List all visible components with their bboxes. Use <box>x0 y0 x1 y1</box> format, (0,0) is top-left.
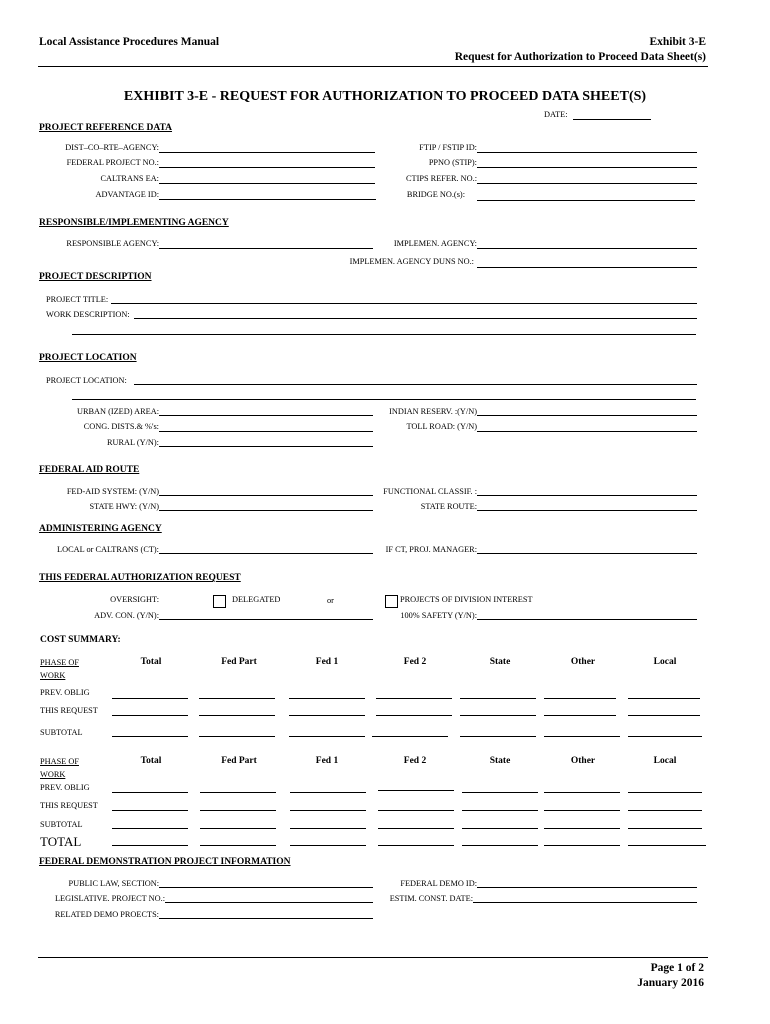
duns-field[interactable] <box>477 267 697 268</box>
implemen-field[interactable] <box>477 248 697 249</box>
col-total-2: Total <box>140 756 162 766</box>
project-title-field[interactable] <box>111 303 697 304</box>
t2-total-fedpart[interactable] <box>200 845 276 846</box>
state-route-field[interactable] <box>477 510 697 511</box>
t1-req-other[interactable] <box>544 715 616 716</box>
col-fed-part-2: Fed Part <box>221 756 257 766</box>
toll-field[interactable] <box>477 431 697 432</box>
t1-prev-fed2[interactable] <box>376 698 452 699</box>
functional-field[interactable] <box>477 495 697 496</box>
related-demo-label: RELATED DEMO PROECTS: <box>54 910 159 919</box>
project-location-field[interactable] <box>134 384 697 385</box>
t2-req-total[interactable] <box>112 810 188 811</box>
t1-prev-fed1[interactable] <box>289 698 365 699</box>
public-law-label: PUBLIC LAW, SECTION: <box>68 879 159 888</box>
t1-prev-other[interactable] <box>544 698 616 699</box>
total-label: TOTAL <box>40 834 82 849</box>
t2-prev-fed1[interactable] <box>290 792 366 793</box>
col-fed-1-2: Fed 1 <box>315 756 339 766</box>
t2-req-fedpart[interactable] <box>200 810 276 811</box>
date-field[interactable] <box>573 119 651 120</box>
related-demo-field[interactable] <box>159 918 373 919</box>
header-subtitle: Request for Authorization to Proceed Data Sheet(s) <box>454 51 706 63</box>
ftip-field[interactable] <box>477 152 697 153</box>
t1-sub-fed2[interactable] <box>372 736 448 737</box>
cong-label: CONG. DISTS.& %'s: <box>83 422 159 431</box>
state-hwy-field[interactable] <box>159 510 373 511</box>
t1-sub-total[interactable] <box>112 736 188 737</box>
phase-of-label: PHASE OF <box>40 658 79 667</box>
t2-sub-local[interactable] <box>628 828 702 829</box>
t2-total-fed1[interactable] <box>290 845 366 846</box>
col-fed-1: Fed 1 <box>315 657 339 667</box>
fed-project-label: FEDERAL PROJECT NO.: <box>66 158 159 167</box>
oversight-label: OVERSIGHT: <box>110 595 159 604</box>
this-request-label-2: THIS REQUEST <box>40 801 98 810</box>
t2-total-total[interactable] <box>112 845 188 846</box>
fed-aid-field[interactable] <box>159 495 373 496</box>
project-location-heading: PROJECT LOCATION <box>39 353 137 363</box>
advantage-field[interactable] <box>159 199 376 200</box>
footer-date: January 2016 <box>637 977 704 989</box>
t2-sub-total[interactable] <box>112 828 188 829</box>
responsible-agency-heading: RESPONSIBLE/IMPLEMENTING AGENCY <box>39 218 229 228</box>
toll-label: TOLL ROAD: (Y/N) <box>406 422 477 431</box>
this-request-label: THIS REQUEST <box>40 706 98 715</box>
or-label: or <box>327 596 334 605</box>
prev-oblig-label: PREV. OBLIG <box>40 688 90 697</box>
safety-field[interactable] <box>477 619 697 620</box>
manager-field[interactable] <box>477 553 697 554</box>
project-title-label: PROJECT TITLE: <box>46 295 109 304</box>
col-fed-part: Fed Part <box>221 657 257 667</box>
project-description-heading: PROJECT DESCRIPTION <box>39 272 152 282</box>
fed-demo-field[interactable] <box>477 887 697 888</box>
estim-field[interactable] <box>473 902 697 903</box>
col-local-2: Local <box>653 756 677 766</box>
work-label: WORK <box>40 671 66 680</box>
t1-sub-local[interactable] <box>628 736 702 737</box>
col-other-2: Other <box>570 756 596 766</box>
adv-con-field[interactable] <box>159 619 373 620</box>
responsible-label: RESPONSIBLE AGENCY: <box>66 239 159 248</box>
t2-total-other[interactable] <box>544 845 620 846</box>
delegated-checkbox[interactable] <box>213 595 226 608</box>
t1-req-fed2[interactable] <box>376 715 452 716</box>
t2-sub-fed2[interactable] <box>378 828 454 829</box>
project-reference-heading: PROJECT REFERENCE DATA <box>39 123 173 133</box>
functional-label: FUNCTIONAL CLASSIF. : <box>383 487 477 496</box>
dist-field[interactable] <box>159 152 375 153</box>
t2-sub-fed1[interactable] <box>290 828 366 829</box>
ctips-label: CTIPS REFER. NO.: <box>406 174 477 183</box>
page-number: Page 1 of 2 <box>650 962 704 974</box>
fed-aid-label: FED-AID SYSTEM: (Y/N) <box>66 487 159 496</box>
t1-prev-total[interactable] <box>112 698 188 699</box>
t1-req-total[interactable] <box>112 715 188 716</box>
t2-req-local[interactable] <box>628 810 702 811</box>
caltrans-ea-label: CALTRANS EA: <box>100 174 159 183</box>
indian-field[interactable] <box>477 415 697 416</box>
manual-title: Local Assistance Procedures Manual <box>39 36 220 48</box>
division-interest-label: PROJECTS OF DIVISION INTEREST <box>400 595 533 604</box>
t2-req-other[interactable] <box>544 810 620 811</box>
t1-req-state[interactable] <box>460 715 536 716</box>
t2-prev-fedpart[interactable] <box>200 792 276 793</box>
phase-of-label-2: PHASE OF <box>40 757 79 766</box>
subtotal-label: SUBTOTAL <box>40 728 83 737</box>
t1-prev-fedpart[interactable] <box>199 698 275 699</box>
delegated-label: DELEGATED <box>232 595 281 604</box>
page-title: EXHIBIT 3-E - REQUEST FOR AUTHORIZATION TO PROCEED DATA SHEET(S) <box>123 89 647 104</box>
rural-label: RURAL (Y/N): <box>106 438 159 447</box>
t2-total-fed2[interactable] <box>378 845 454 846</box>
t2-prev-local[interactable] <box>628 792 702 793</box>
indian-label: INDIAN RESERV. :(Y/N) <box>389 407 477 416</box>
rural-field[interactable] <box>159 446 373 447</box>
col-other: Other <box>570 657 596 667</box>
estim-label: ESTIM. CONST. DATE: <box>389 894 473 903</box>
fed-demo-label: FEDERAL DEMO ID: <box>400 879 477 888</box>
t2-total-local[interactable] <box>628 845 706 846</box>
t2-total-state[interactable] <box>462 845 538 846</box>
t2-prev-total[interactable] <box>112 792 188 793</box>
t2-prev-state[interactable] <box>462 792 538 793</box>
subtotal-label-2: SUBTOTAL <box>40 820 83 829</box>
fed-project-field[interactable] <box>159 167 375 168</box>
t1-req-fed1[interactable] <box>289 715 365 716</box>
dist-label: DIST–CO–RTE–AGENCY: <box>65 143 159 152</box>
t2-sub-fedpart[interactable] <box>200 828 276 829</box>
legislative-field[interactable] <box>165 902 373 903</box>
local-caltrans-label: LOCAL or CALTRANS (CT): <box>57 545 159 554</box>
responsible-field[interactable] <box>159 248 373 249</box>
administering-heading: ADMINISTERING AGENCY <box>39 524 162 534</box>
urban-field[interactable] <box>159 415 373 416</box>
t2-prev-fed2[interactable] <box>378 790 454 791</box>
t1-sub-fedpart[interactable] <box>199 736 275 737</box>
col-state-2: State <box>489 756 511 766</box>
ppno-label: PPNO (STIP): <box>428 158 477 167</box>
t1-prev-local[interactable] <box>628 698 700 699</box>
work-description-field[interactable] <box>134 318 697 319</box>
col-state: State <box>489 657 511 667</box>
bridge-label: BRIDGE NO.(s): <box>406 190 465 199</box>
t2-req-state[interactable] <box>462 810 538 811</box>
t1-prev-state[interactable] <box>460 698 536 699</box>
duns-label: IMPLEMEN. AGENCY DUNS NO.: <box>349 257 474 266</box>
project-location-field-2[interactable] <box>72 399 696 400</box>
footer-rule <box>38 957 708 958</box>
division-interest-checkbox[interactable] <box>385 595 398 608</box>
work-description-label: WORK DESCRIPTION: <box>46 310 130 319</box>
federal-aid-heading: FEDERAL AID ROUTE <box>39 465 140 475</box>
exhibit-label: Exhibit 3-E <box>649 36 706 48</box>
work-label-2: WORK <box>40 770 66 779</box>
t1-sub-state[interactable] <box>460 736 536 737</box>
project-location-label: PROJECT LOCATION: <box>46 376 127 385</box>
urban-label: URBAN (IZED) AREA: <box>76 407 159 416</box>
col-fed-2: Fed 2 <box>403 657 427 667</box>
col-fed-2-2: Fed 2 <box>403 756 427 766</box>
adv-con-label: ADV. CON. (Y/N): <box>94 611 159 620</box>
prev-oblig-label-2: PREV. OBLIG <box>40 783 90 792</box>
cong-field[interactable] <box>159 431 373 432</box>
t2-prev-other[interactable] <box>544 792 620 793</box>
safety-label: 100% SAFETY (Y/N): <box>400 611 477 620</box>
authorization-heading: THIS FEDERAL AUTHORIZATION REQUEST <box>39 573 241 583</box>
date-label: DATE: <box>544 110 568 119</box>
state-hwy-label: STATE HWY: (Y/N) <box>89 502 159 511</box>
t1-req-fedpart[interactable] <box>199 715 275 716</box>
header-rule <box>38 66 708 67</box>
advantage-label: ADVANTAGE ID: <box>95 190 159 199</box>
state-route-label: STATE ROUTE: <box>420 502 477 511</box>
local-caltrans-field[interactable] <box>159 553 373 554</box>
t2-req-fed2[interactable] <box>378 810 454 811</box>
t1-sub-other[interactable] <box>544 736 620 737</box>
bridge-field[interactable] <box>477 200 695 201</box>
col-total: Total <box>140 657 162 667</box>
ppno-field[interactable] <box>477 167 697 168</box>
work-description-field-2[interactable] <box>72 334 696 335</box>
ftip-label: FTIP / FSTIP ID: <box>419 143 477 152</box>
manager-label: IF CT, PROJ. MANAGER: <box>385 545 477 554</box>
public-law-field[interactable] <box>159 887 373 888</box>
t1-req-local[interactable] <box>628 715 700 716</box>
caltrans-ea-field[interactable] <box>159 183 375 184</box>
implemen-label: IMPLEMEN. AGENCY: <box>393 239 477 248</box>
cost-summary-heading: COST SUMMARY: <box>40 635 121 645</box>
col-local: Local <box>653 657 677 667</box>
ctips-field[interactable] <box>477 183 697 184</box>
t2-req-fed1[interactable] <box>290 810 366 811</box>
legislative-label: LEGISLATIVE. PROJECT NO.: <box>54 894 165 903</box>
t1-sub-fed1[interactable] <box>289 736 365 737</box>
t2-sub-other[interactable] <box>544 828 620 829</box>
t2-sub-state[interactable] <box>462 828 538 829</box>
demonstration-heading: FEDERAL DEMONSTRATION PROJECT INFORMATION <box>39 857 291 867</box>
